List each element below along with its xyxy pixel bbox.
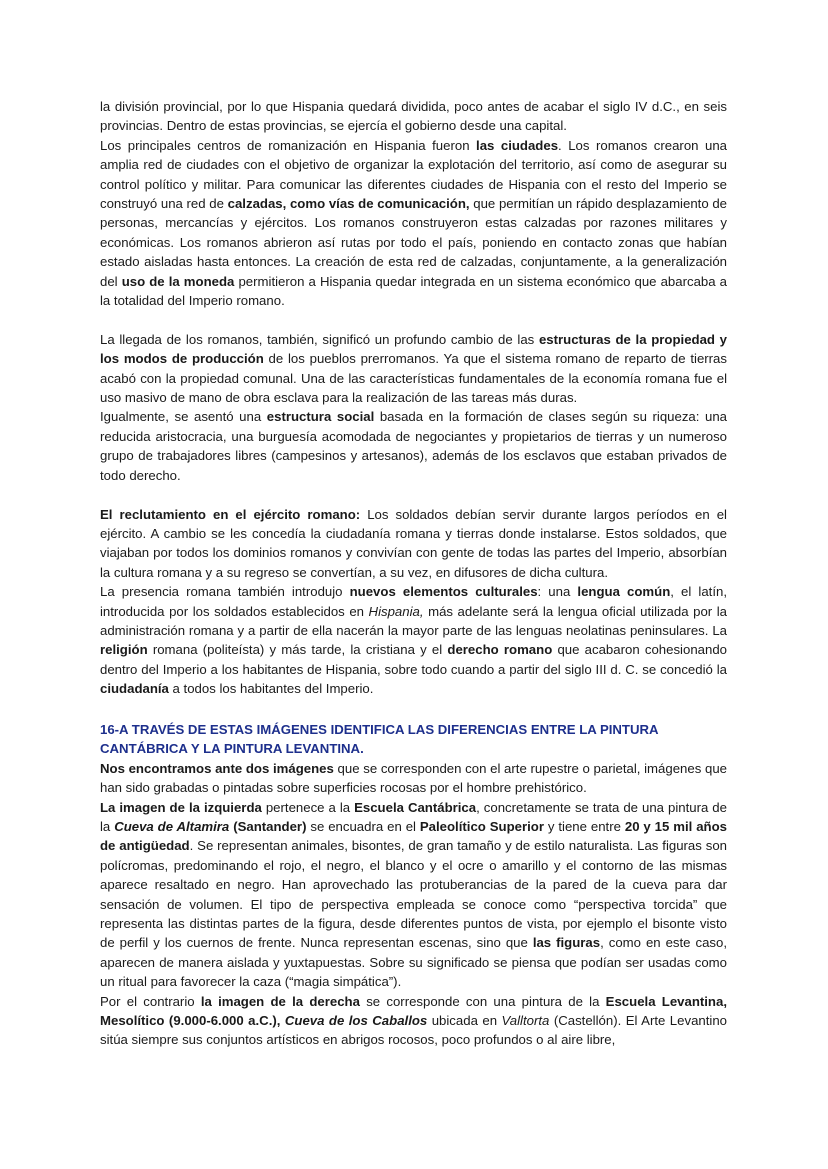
bold-text: religión [100,642,148,658]
italic-text: Hispania, [368,603,424,619]
text-run: , como en este caso, aparecen de manera aislada y yuxtapuestas. Sobre su significado se piensa que podían ser usadas como un ritual para favorecer la caza (“magia simpática”). [100,935,728,990]
bold-text: Escuela Cantábrica [354,799,477,815]
bold-text: las ciudades [476,137,559,153]
bold-text: Nos encontramos ante dos imágenes [100,760,334,776]
bold-text: lengua común [577,584,671,600]
bold-text: La imagen de la izquierda [100,799,262,815]
bold-text: El reclutamiento en el ejército romano: [100,506,361,522]
bold-text: 20 y 15 mil años de antigüedad [100,818,727,854]
text-run: (Castellón). El Arte Levantino sitúa siempre sus conjuntos artísticos en abrigos rocosos, poco profundos o al aire libre, [100,1013,727,1048]
bold-text: (Santander) [233,818,307,834]
document-page [100,97,727,1050]
text-run: . Se representan animales, bisontes, de gran tamaño y de estilo naturalista. Las figuras son polícromas, predominando el rojo, el negro, el blanco y el ocre o amarillo y el contorno de las mismas aparece resaltado en negro. Han aprovechado las protuberancias de la pared de la cueva para dar sensación de volumen. El tipo de perspectiva empleada se conoce como “perspectiva torcida” que representa las distintas partes de la figura, desde diferentes puntos de vista, por ejemplo el bisonte visto de perfil y los cuernos de frente. Nunca representan escenas, sino que [100,838,728,951]
paragraph [100,505,727,583]
paragraph [100,798,727,992]
bold-text: Escuela Levantina, Mesolítico (9.000-6.000 a.C.), [100,993,727,1029]
text-run: de los pueblos prerromanos. Ya que el sistema romano de reparto de tierras acabó con la propiedad comunal. Una de las características fundamentales de la economía romana fue el uso masivo de mano de obra esclava para la realización de las tareas más duras. [100,351,727,406]
bold-text: estructura social [266,409,375,425]
text-run: , concretamente se trata de una pintura de la [100,799,727,834]
text-run: . Los romanos crearon una amplia red de ciudades con el objetivo de organizar la explotación del territorio, así como de asegurar su control político y militar. Para comunicar las diferentes ciudades de Hispania con el resto del Imperio se construyó una red de [100,137,727,212]
text-run: que se corresponden con el arte rupestre o parietal, imágenes que han sido grabadas o pintadas sobre superficies rocosas por el hombre prehistórico. [100,760,727,796]
bold-italic-text: Cueva de Altamira [114,818,230,834]
text-run: pertenece a la [261,799,355,815]
text-run: permitieron a Hispania quedar integrada en un sistema económico que abarcaba a la totalidad del Imperio romano. [100,273,728,309]
bold-text: uso de la moneda [121,273,235,289]
paragraph [100,330,727,408]
paragraph-group-army-culture [100,505,727,699]
bold-italic-text: Cueva de los Caballos [284,1013,428,1029]
paragraph-gap [100,699,727,718]
paragraph-group-rock-art [100,759,727,1050]
text-run: La llegada de los romanos, también, significó un profundo cambio de las [100,331,539,347]
text-run: a todos los habitantes del Imperio. [168,681,374,697]
bold-text: nuevos elementos culturales [349,584,538,600]
paragraph-group-social-structure [100,330,727,485]
paragraph-gap [100,485,727,504]
bold-text: derecho romano [447,642,553,658]
text-run: que acabaron cohesionando dentro del Imperio a los habitantes de Hispania, sobre todo cuando a partir del siglo III d. C. se concedió la [100,642,727,677]
paragraph-group-romanization [100,97,727,310]
bold-text: calzadas, como vías de comunicación, [227,196,470,212]
paragraph [100,407,727,485]
text-run: ubicada en [427,1013,502,1029]
bold-text: ciudadanía [100,681,169,697]
text-run: se encuadra en el [306,818,420,834]
paragraph [100,136,727,311]
text-run: Por el contrario [100,993,201,1009]
text-run: la división provincial, por lo que Hispania quedará dividida, poco antes de acabar el siglo IV d.C., en seis provincias. Dentro de estas provincias, se ejercía el gobierno desde una capital. [100,99,727,134]
text-run: Igualmente, se asentó una [100,409,267,425]
text-run: Los soldados debían servir durante largos períodos en el ejército. A cambio se les concedía la ciudadanía romana y tierras donde instalarse. Estos soldados, que viajaban por todos los dominios romanos y convivían con gente de todas las partes del Imperio, absorbían la cultura romana y a su regreso se convertían, a su vez, en difusores de dicha cultura. [100,506,727,580]
paragraph [100,97,727,136]
bold-text: Paleolítico Superior [419,818,544,834]
bold-text: la imagen de la derecha [200,993,360,1009]
text-run: basada en la formación de clases según su riqueza: una reducida aristocracia, una burguesía acomodada de negociantes y propietarios de tierras y un numeroso grupo de trabajadores libres (campesinos y artesanos), además de los esclavos que estaban privados de todo derecho. [100,409,728,483]
text-run: Los principales centros de romanización en Hispania fueron [100,137,477,153]
section-heading: 16-A TRAVÉS DE ESTAS IMÁGENES IDENTIFICA LAS DIFERENCIAS ENTRE LA PINTURA CANTÁBRICA Y LA PINTURA LEVANTINA. [100,721,659,757]
text-run: , el latín, introducida por los soldados establecidos en [100,584,727,619]
text-run: romana (politeísta) y más tarde, la cristiana y el [147,642,448,658]
paragraph [100,759,727,798]
text-run: que permitían un rápido desplazamiento de personas, mercancías y ejércitos. Los romanos construyeron estas calzadas por razones militares y económicas. Los romanos abrieron así rutas por todo el país, poniendo en contacto zonas que habían estado aisladas hasta entonces. La creación de esta red de calzadas, conjuntamente, a la generalización del [100,196,728,289]
paragraph-gap [100,310,727,329]
text-run: y tiene entre [543,818,625,834]
text-run: : una [537,584,578,600]
bold-text: estructuras de la propiedad y los modos de producción [100,331,727,367]
text-run: se corresponde con una pintura de la [359,993,606,1009]
italic-text: Valltorta [501,1013,550,1029]
text-run: más adelante será la lengua oficial utilizada por la administración romana y a partir de ella nacerán la mayor parte de las lenguas neolatinas peninsulares. La [100,603,727,638]
bold-text: las figuras [532,935,601,951]
text-run: La presencia romana también introdujo [100,584,350,600]
paragraph [100,582,727,698]
paragraph [100,992,727,1050]
